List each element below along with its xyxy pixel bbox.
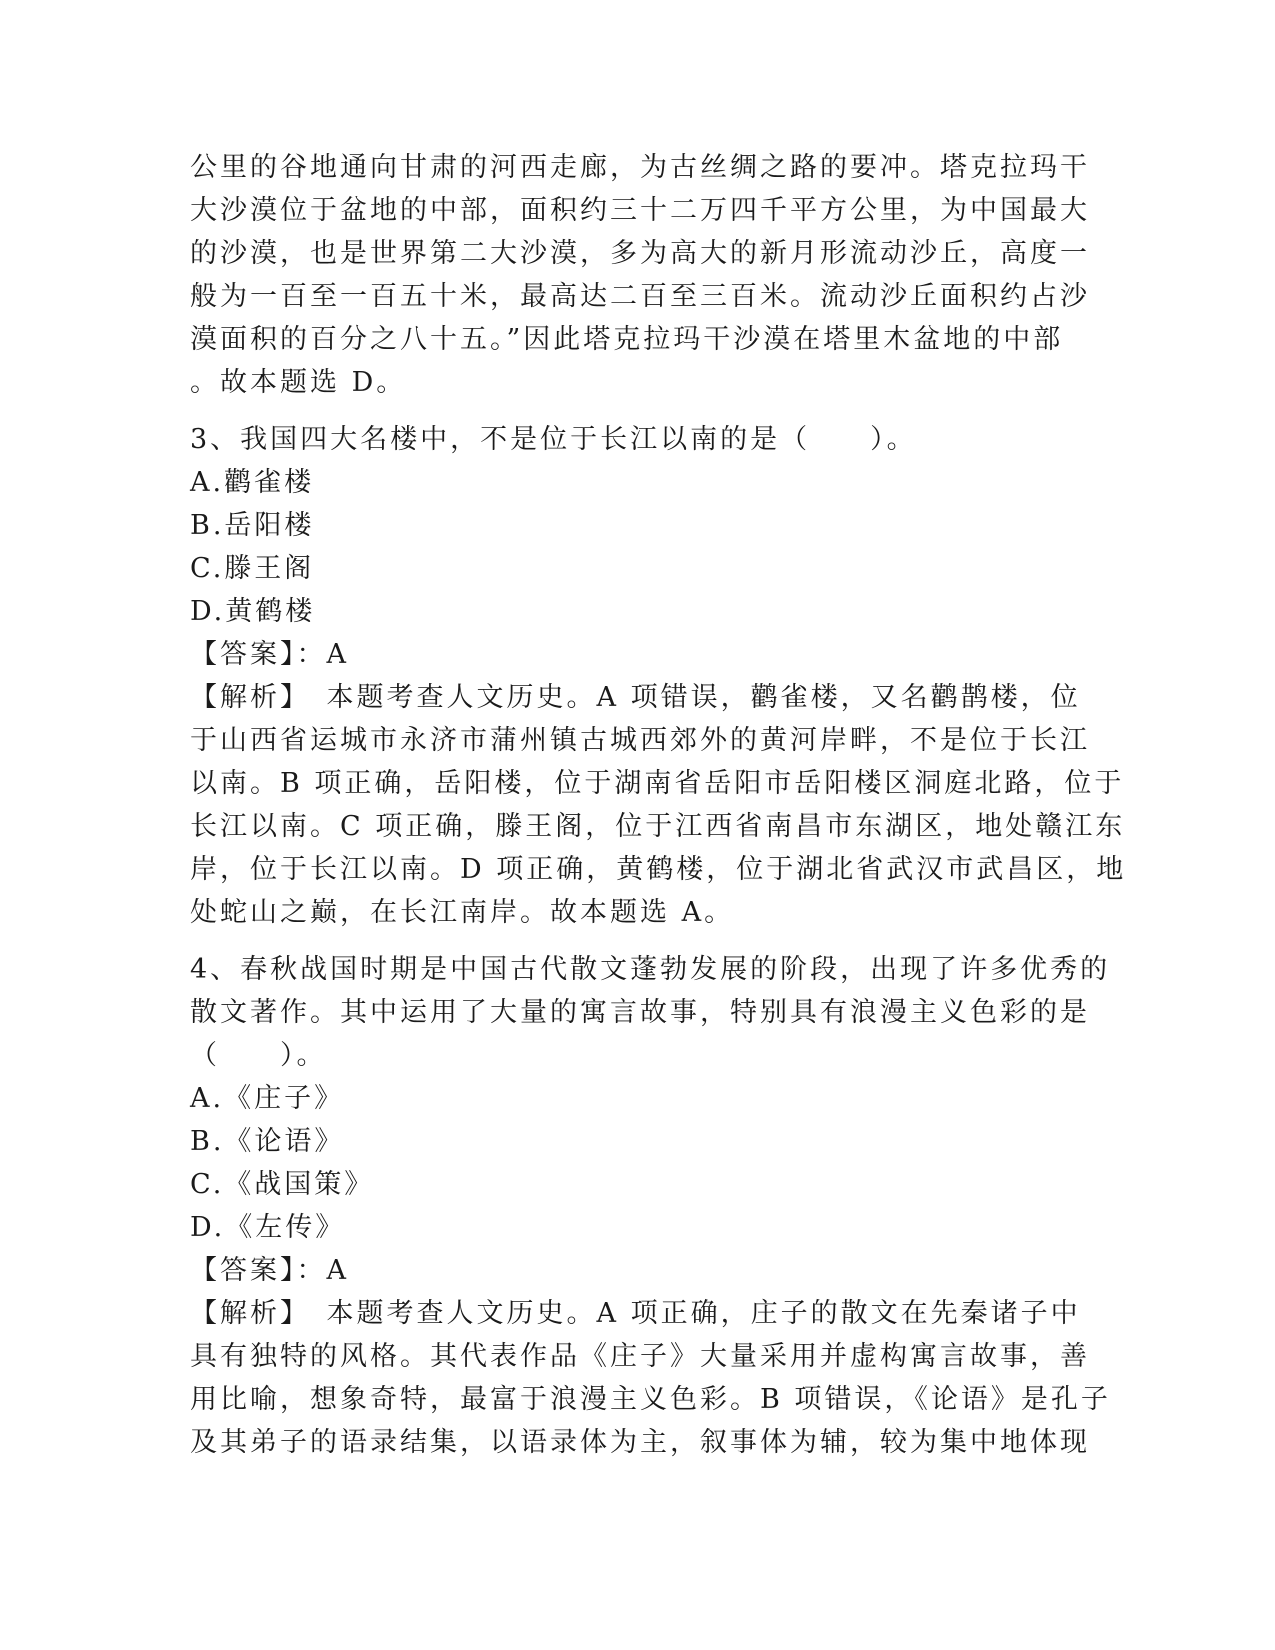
option-b: B.《论语》 (190, 1126, 345, 1157)
option-a: A.《庄子》 (190, 1083, 345, 1114)
q2-analysis-continuation (190, 146, 1090, 404)
question-text: （ ）。 (190, 1040, 327, 1071)
text-line: 漠面积的百分之八十五。”因此塔克拉玛干沙漠在塔里木盆地的中部 (190, 324, 1064, 355)
question-text: 散文著作。其中运用了大量的寓言故事，特别具有浪漫主义色彩的是 (190, 997, 1090, 1028)
analysis-line: 及其弟子的语录结集，以语录体为主，叙事体为辅，较为集中地体现 (190, 1427, 1090, 1458)
analysis-line: 【解析】 本题考查人文历史。A 项正确，庄子的散文在先秦诸子中 (190, 1298, 1081, 1329)
document-page (190, 146, 1127, 1464)
answer-label: 【答案】：A (190, 1255, 349, 1286)
option-b: B.岳阳楼 (190, 510, 315, 541)
text-line: 大沙漠位于盆地的中部，面积约三十二万四千平方公里，为中国最大 (190, 195, 1090, 226)
option-d: D.黄鹤楼 (190, 596, 316, 627)
analysis-line: 于山西省运城市永济市蒲州镇古城西郊外的黄河岸畔，不是位于长江 (190, 725, 1090, 756)
analysis-line: 以南。B 项正确，岳阳楼，位于湖南省岳阳市岳阳楼区洞庭北路，位于 (190, 768, 1125, 799)
option-a: A.鹳雀楼 (190, 467, 315, 498)
analysis-line: 长江以南。C 项正确，滕王阁，位于江西省南昌市东湖区，地处赣江东 (190, 811, 1126, 842)
question-text: 3、我国四大名楼中，不是位于长江以南的是（ ）。 (190, 424, 917, 455)
option-c: C.滕王阁 (190, 553, 315, 584)
text-line: 的沙漠，也是世界第二大沙漠，多为高大的新月形流动沙丘，高度一 (190, 238, 1090, 269)
question-4 (190, 948, 1111, 1464)
option-d: D.《左传》 (190, 1212, 346, 1243)
question-text: 4、春秋战国时期是中国古代散文蓬勃发展的阶段，出现了许多优秀的 (190, 954, 1111, 985)
question-3 (190, 418, 1127, 934)
text-line: 公里的谷地通向甘肃的河西走廊，为古丝绸之路的要冲。塔克拉玛干 (190, 152, 1090, 183)
text-line: 般为一百至一百五十米，最高达二百至三百米。流动沙丘面积约占沙 (190, 281, 1090, 312)
analysis-line: 处蛇山之巅，在长江南岸。故本题选 A。 (190, 897, 735, 928)
analysis-line: 具有独特的风格。其代表作品《庄子》大量采用并虚构寓言故事，善 (190, 1341, 1090, 1372)
analysis-line: 岸，位于长江以南。D 项正确，黄鹤楼，位于湖北省武汉市武昌区，地 (190, 854, 1127, 885)
option-c: C.《战国策》 (190, 1169, 375, 1200)
analysis-line: 用比喻，想象奇特，最富于浪漫主义色彩。B 项错误，《论语》是孔子 (190, 1384, 1111, 1415)
analysis-line: 【解析】 本题考查人文历史。A 项错误，鹳雀楼，又名鹳鹊楼，位 (190, 682, 1081, 713)
text-line: 。故本题选 D。 (190, 367, 407, 398)
answer-label: 【答案】：A (190, 639, 349, 670)
